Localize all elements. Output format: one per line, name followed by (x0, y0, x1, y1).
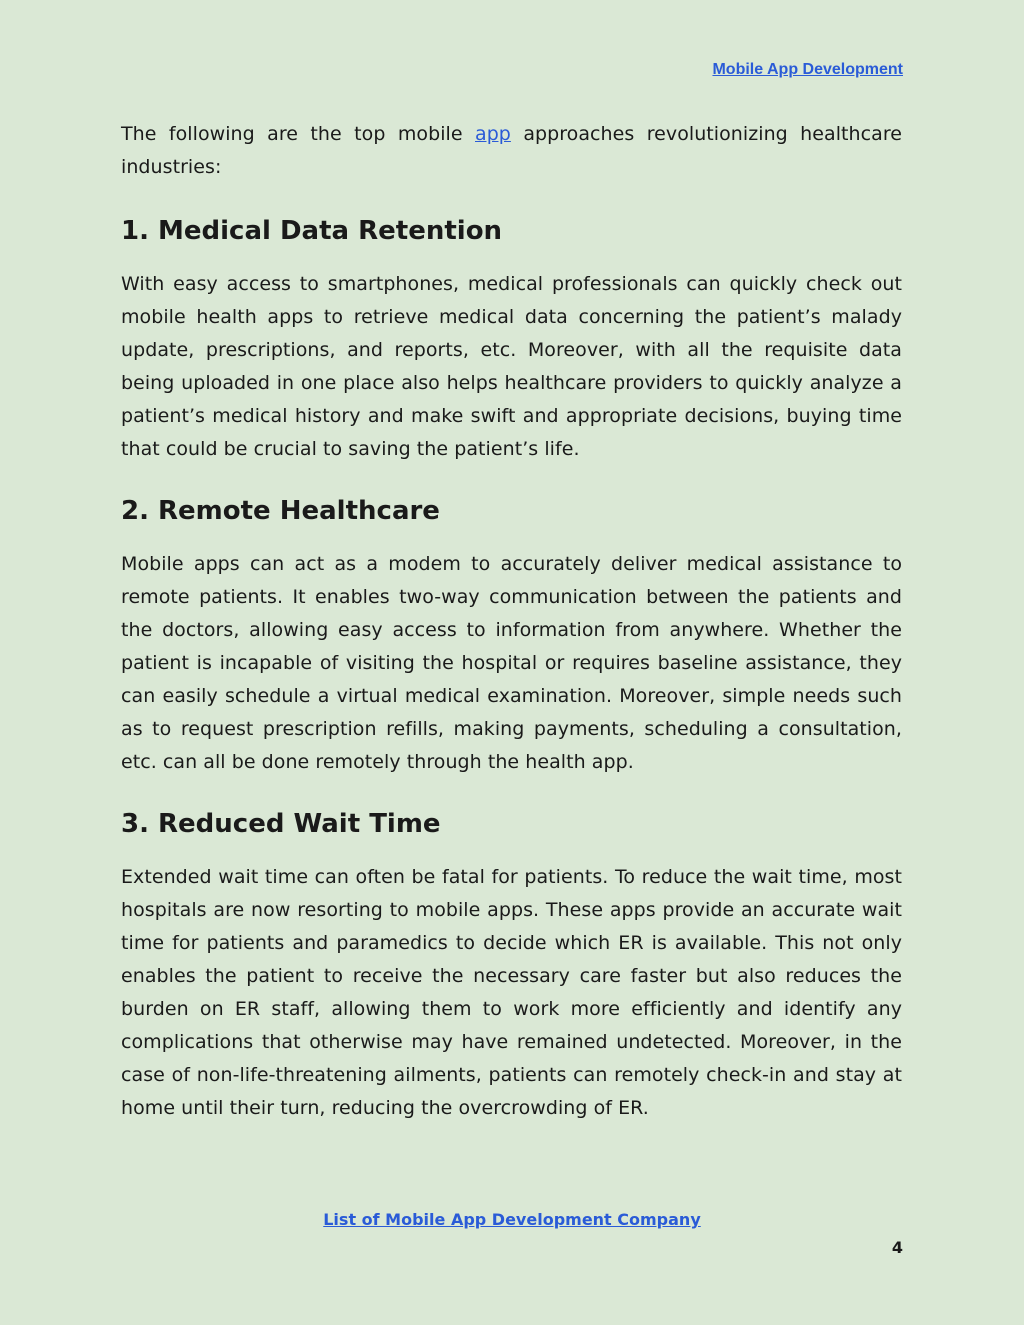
intro-paragraph (121, 118, 902, 184)
section-heading-reduced-wait-time: 3. Reduced Wait Time (121, 809, 441, 839)
section-body-reduced-wait-time: Extended wait time can often be fatal for patients. To reduce the wait time, most hospitals are now resorting to mobile apps. These apps provide an accurate wait time for patients and paramedics to decide which ER is available. This not only enables the patient to receive the necessary care faster but also reduces the burden on ER staff, allowing them to work more efficiently and identify any complications that otherwise may have remained undetected. Moreover, in the case of non-life-threatening ailments, patients can remotely check-in and stay at home until their turn, reducing the overcrowding of ER. (121, 866, 902, 1119)
page-number: 4 (891, 1238, 903, 1257)
footer-link-company-list[interactable]: List of Mobile App Development Company (323, 1210, 701, 1229)
header-link-mobile-app-development[interactable]: Mobile App Development (712, 61, 903, 78)
intro-text-after: approaches revolutionizing healthcare industries: (121, 123, 902, 178)
section-heading-medical-data-retention: 1. Medical Data Retention (121, 216, 503, 246)
section-body-remote-healthcare: Mobile apps can act as a modem to accurately deliver medical assistance to remote patients. It enables two-way communication between the patients and the doctors, allowing easy access to information from anywhere. Whether the patient is incapable of visiting the hospital or requires baseline assistance, they can easily schedule a virtual medical examination. Moreover, simple needs such as to request prescription refills, making payments, scheduling a consultation, etc. can all be done remotely through the health app. (121, 553, 902, 773)
intro-text-before: The following are the top mobile (121, 123, 475, 145)
app-link[interactable]: app (475, 123, 511, 145)
footer (0, 1210, 1024, 1229)
section-heading-remote-healthcare: 2. Remote Healthcare (121, 496, 440, 526)
main-content (121, 118, 902, 1125)
section-body-medical-data-retention: With easy access to smartphones, medical professionals can quickly check out mobile health apps to retrieve medical data concerning the patient’s malady update, prescriptions, and reports, etc. Moreover, with all the requisite data being uploaded in one place also helps healthcare providers to quickly analyze a patient’s medical history and make swift and appropriate decisions, buying time that could be crucial to saving the patient’s life. (121, 273, 902, 460)
